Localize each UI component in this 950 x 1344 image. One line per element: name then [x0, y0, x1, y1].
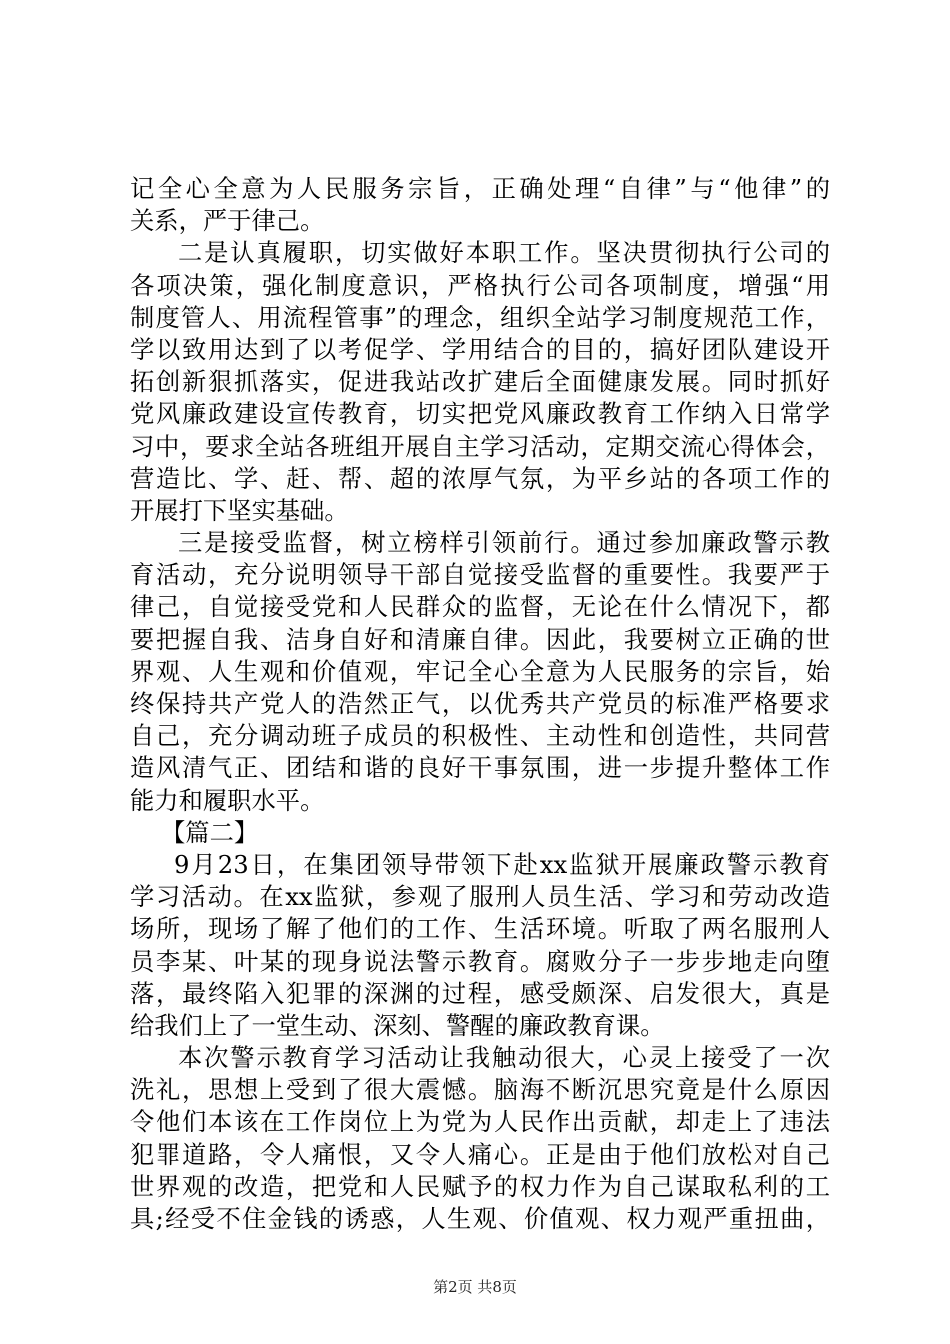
section-heading: 【篇二】: [161, 817, 259, 847]
text-line: 具;经受不住金钱的诱惑，人生观、价值观、权力观严重扭曲，: [130, 1204, 830, 1233]
text-line: 造风清气正、团结和谐的良好干事氛围，进一步提升整体工作: [130, 753, 830, 783]
text-line: 给我们上了一堂生动、深刻、警醒的廉政教育课。: [130, 1010, 665, 1040]
text-line: 本次警示教育学习活动让我触动很大，心灵上接受了一次: [178, 1043, 830, 1073]
text-line: 记全心全意为人民服务宗旨，正确处理“自律”与“他律”的: [130, 174, 830, 203]
text-line: 学习活动。在xx监狱，参观了服刑人员生活、学习和劳动改造: [130, 882, 830, 912]
text-line: 世界观的改造，把党和人民赋予的权力作为自己谋取私利的工: [130, 1171, 830, 1201]
text-line: 拓创新狠抓落实，促进我站改扩建后全面健康发展。同时抓好: [130, 367, 830, 397]
text-line: 要把握自我、洁身自好和清廉自律。因此，我要树立正确的世: [130, 624, 830, 654]
text-line: 关系，严于律己。: [130, 206, 325, 236]
text-line: 党风廉政建设宣传教育，切实把党风廉政教育工作纳入日常学: [130, 399, 830, 429]
text-line: 学以致用达到了以考促学、学用结合的目的，搞好团队建设开: [130, 334, 830, 364]
page-number-label: 第2页 共8页: [433, 1278, 517, 1296]
text-line: 令他们本该在工作岗位上为党为人民作出贡献，却走上了违法: [130, 1107, 830, 1137]
text-line: 习中，要求全站各班组开展自主学习活动，定期交流心得体会，: [130, 431, 830, 461]
text-line: 自己，充分调动班子成员的积极性、主动性和创造性，共同营: [130, 721, 830, 751]
text-line: 终保持共产党人的浩然正气，以优秀共产党员的标准严格要求: [130, 689, 830, 718]
text-line: 营造比、学、赶、帮、超的浓厚气氛，为平乡站的各项工作的: [130, 463, 830, 493]
text-line: 能力和履职水平。: [130, 785, 325, 815]
text-line: 落，最终陷入犯罪的深渊的过程，感受颇深、启发很大，真是: [130, 978, 830, 1008]
text-line: 二是认真履职，切实做好本职工作。坚决贯彻执行公司的: [178, 238, 830, 268]
text-line: 律己，自觉接受党和人民群众的监督，无论在什么情况下，都: [130, 592, 830, 622]
text-line: 育活动，充分说明领导干部自觉接受监督的重要性。我要严于: [130, 560, 830, 590]
text-line: 员李某、叶某的现身说法警示教育。腐败分子一步步地走向堕: [130, 946, 830, 976]
page-footer: [0, 1276, 950, 1297]
text-line: 场所，现场了解了他们的工作、生活环境。听取了两名服刑人: [130, 914, 830, 944]
text-line: 各项决策，强化制度意识，严格执行公司各项制度，增强“用: [130, 270, 830, 300]
document-body: [130, 173, 830, 1235]
text-line: 制度管人、用流程管事”的理念，组织全站学习制度规范工作，: [130, 302, 830, 332]
text-line: 犯罪道路，令人痛恨，又令人痛心。正是由于他们放松对自己: [130, 1139, 830, 1169]
text-line: 开展打下坚实基础。: [130, 495, 349, 525]
text-line: 三是接受监督，树立榜样引领前行。通过参加廉政警示教: [178, 528, 830, 558]
text-line: 界观、人生观和价值观，牢记全心全意为人民服务的宗旨，始: [130, 656, 830, 686]
text-line: 洗礼，思想上受到了很大震憾。脑海不断沉思究竟是什么原因: [130, 1075, 830, 1105]
text-line: 9月23日，在集团领导带领下赴xx监狱开展廉政警示教育: [174, 849, 830, 879]
